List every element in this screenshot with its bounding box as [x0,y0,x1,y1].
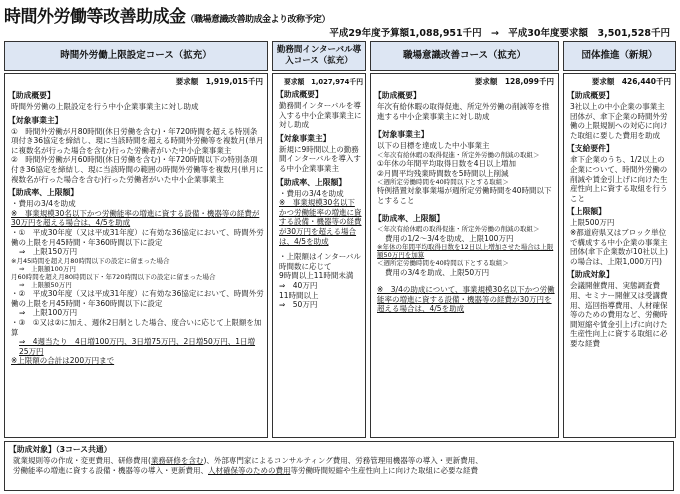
column-header: 勤務間インターバル導入コース（拡充） [272,41,366,71]
target-intro: 以下の目標を達成した中小事業主 [377,141,490,151]
limit-1-amount: ⇒ 上限150万円 [19,247,78,257]
rate-sub-2: ＜週所定労働時間を40時間以下とする取組＞ [377,259,509,268]
h29-budget-value: 1,088,951千円 [409,28,482,39]
column-header: 団体推進（新規） [563,41,676,71]
overview-text: 勤務間インターバルを導入する中小企業事業主に対し助成 [279,101,362,130]
target-text: 会議開催費用、実態調査費用、セミナー開催又は受講費用、巡回指導費用、人材確保等のための費用など、労働時間短縮や賃金引上げに向けた生産性向上に資する取組に必要な経費 [570,281,668,348]
rate-2: 費用の3/4を助成、上限50万円 [385,267,490,277]
limit-text: ・上限額はインターバル時間数に応じて [279,252,361,271]
rate-text: ・費用の3/4を助成 [279,188,344,198]
rate-sub-1: ＜年次有給休暇の取得促進・所定外労働の削減の取組＞ [377,225,540,234]
rate-text: ・費用の3/4を助成 [11,199,76,209]
limit-a: 9時間以上11時間未満 [279,271,354,281]
overview-text: 時間外労働の上限設定を行う中小企業事業主に対し助成 [11,102,199,111]
column-interval [272,41,366,71]
note-2-amount: ⇒ 上限額50万円 [19,281,72,290]
note-1: ※月45時間を超え月80時間以下の設定に留まった場合 [11,256,170,265]
column-group [563,41,676,71]
column-body-workplace [370,73,559,438]
rate-note: ※ 事業規模30名以下かつ労働能率の増進に資する設備・機器等の経費が30万円を超える場合は、4/5を助成 [11,208,260,228]
target-2: ②月間平均残業時間数を5時間以上削減 [377,168,509,178]
limit-3: ・③ ①又は②に加え、週休2日制とした場合、度合いに応じて上限額を加算 [11,318,262,337]
rate-1-note: ※年休の年間平均取得日数を12日以上増加させた場合は上限額50万円を加算 [377,243,554,260]
note-1-amount: ⇒ 上限額100万円 [19,264,76,273]
target-label: 【対象事業主】 [276,133,331,143]
page-subtitle: （職場意識改善助成金より改称予定） [185,15,331,25]
target-2: ② 時間外労働が月60時間(休日労働を含む)・年720時間以下の特別条項付き36協定を締結し、現に当該時間の範囲の時間外労働等を複数月(単月に複数名が行った場合を含む)行った労働者がいた中小企業事業主 [11,155,264,184]
rate-note: ※ 事業規模30名以下かつ労働能率の増進に資する設備・機器等の経費が30万円を超える場合は、4/5を助成 [279,198,362,246]
column-body-interval [272,73,366,438]
target-label: 【対象事業主】 [8,115,63,125]
rate-label: 【助成率、上限額】 [8,188,79,198]
total-note: ※上限額の合計は200万円まで [11,356,115,366]
limit-b: 11時間以上 [279,290,319,300]
overview-label: 【助成概要】 [374,91,421,100]
target-label: 【助成対象】 [567,270,614,280]
target-label: 【対象事業主】 [374,130,429,140]
column-overtime-limit [4,41,268,71]
target-text: 新規に9時間以上の勤務間インターバルを導入する中小企業事業主 [279,144,361,173]
requirement-text: 傘下企業のうち、1/2以上の企業について、時間外労働の削減や賃金引上げに向けた生産性向上に資する取組を行うこと [570,155,668,203]
h29-budget-label: 平成29年度予算額 [329,28,410,39]
limit-2-amount: ⇒ 上限100万円 [19,308,78,318]
common-target-box [4,441,674,491]
rate-1: 費用の1/2～3/4を助成、上限100万円 [385,233,514,243]
overview-text: 3社以上の中小企業の事業主団体が、傘下企業の時間外労働の上限規制への対応に向けた取組に要した費用を助成 [570,102,668,140]
rate-label: 【助成率、上限額】 [276,177,347,187]
target-1: ①年休の年間平均取得日数を4日以上増加 [377,158,516,168]
fourfifths-note: ※ 3/4の助成について、事業規模30名以下かつ労働能率の増進に資する設備・機器等の経費が30万円を超える場合は、4/5を助成 [377,285,555,314]
requirement-label: 【支給要件】 [567,144,614,154]
request-amount: 要求額 426,440千円 [591,77,671,86]
limit-text: 上限500万円 [570,218,615,228]
column-header: 職場意識改善コース（拡充） [370,41,559,71]
overview-label: 【助成概要】 [276,90,323,99]
overview-label: 【助成概要】 [567,91,614,100]
limit-3-amount: ⇒ 4週当たり 4日増100万円、3日増75万円、2日増50万円、1日増25万円 [19,337,256,356]
target-sub-2: ＜週所定労働時間を40時間以下とする取組＞ [377,178,509,187]
page-title: 時間外労働等改善助成金（職場意識改善助成金より改称予定） [4,7,331,27]
arrow-icon: → [490,28,499,39]
common-label: 【助成対象】（3コース共通） [9,445,112,454]
column-header: 時間外労働上限設定コース（拡充） [4,41,268,71]
target-3: 特例措置対象事業場が週所定労働時間を40時間以下とすること [377,186,552,205]
note-2: 月60時間を超え月80時間以下・年720時間以下の設定に留まった場合 [11,272,216,281]
common-line-2: 労働能率の増進に資する設備・機器等の導入・更新費用、人材確保等のための費用等労働時間短縮や生産性向上に向けた取組に必要な経費 [13,465,478,475]
request-amount: 要求額 128,099千円 [474,77,554,86]
h30-budget-value: 3,501,528千円 [597,28,670,39]
budget-line [329,25,670,39]
column-body-group [563,73,676,438]
column-body-overtime-limit [4,73,268,438]
request-amount: 要求額 1,027,974千円 [283,78,363,86]
limit-1: ・① 平成30年度（又は平成31年度）に有効な36協定において、時間外労働の上限を月45時間・年360時間以下に設定 [11,227,264,247]
limit-label: 【上限額】 [567,207,606,217]
column-workplace [370,41,559,71]
overview-label: 【助成概要】 [8,91,55,100]
common-line-1: 就業規則等の作成・変更費用、研修費用(業務研修を含む)、外部専門家によるコンサルティング費用、労務管理用機器等の導入・更新費用、 [13,456,483,465]
h30-budget-label: 平成30年度要求額 [508,28,588,39]
target-1: ① 時間外労働が月80時間(休日労働を含む)・年720時間を超える特別条項付き36協定を締結し、現に当該時間を超える時間外労働等を複数月(単月に複数名が行った場合を含む)行った労働者がいた中小企業事業主 [11,126,264,155]
rate-label: 【助成率、上限額】 [374,214,445,224]
limit-note: ※都道府県又はブロック単位で構成する中小企業の事業主団体(傘下企業数が10社以上)の場合は、上限1,000万円) [570,227,668,266]
target-sub-1: ＜年次有給休暇の取得促進・所定外労働の削減の取組＞ [377,150,540,159]
limit-2: ・② 平成30年度（又は平成31年度）に有効な36協定において、時間外労働の上限を月45時間・年360時間以下に設定 [11,289,264,308]
request-amount: 要求額 1,919,015千円 [175,77,263,86]
overview-text: 年次有給休暇の取得促進、所定外労働の削減等を推進する中小企業事業主に対し助成 [377,102,550,121]
limit-a-amount: ⇒ 40万円 [279,280,318,290]
limit-b-amount: ⇒ 50万円 [279,300,318,310]
